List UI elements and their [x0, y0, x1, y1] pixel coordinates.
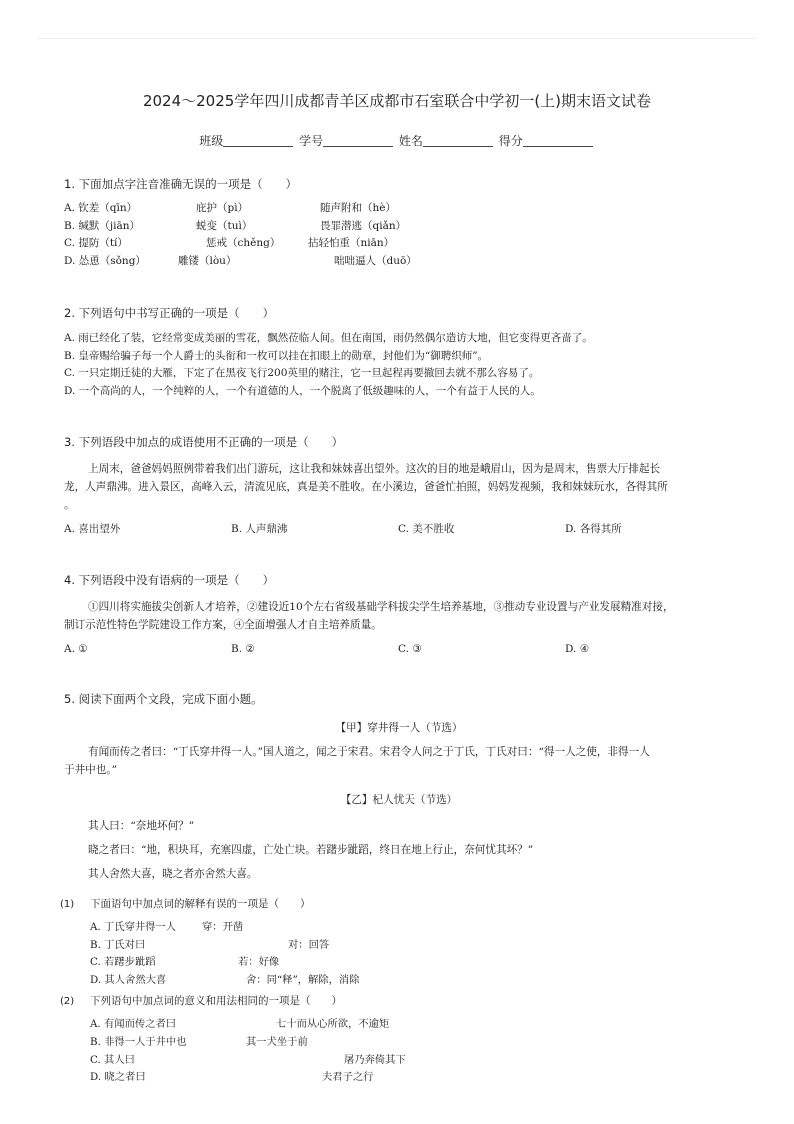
- passage-jia: [64, 743, 734, 779]
- sub1-option-d[interactable]: [60, 972, 734, 990]
- class-blank[interactable]: [223, 134, 293, 147]
- jia-line-1: 有闻而传之者曰：“丁氏穿井得一人。”国人道之，闻之于宋君。宋君令人问之于丁氏，丁氏对曰：“得一人之使，非得一人: [88, 746, 650, 758]
- question-4-choices: [64, 640, 734, 658]
- sub1-option-c[interactable]: [60, 954, 734, 972]
- q3-option-d[interactable]: D. 各得其所: [565, 523, 622, 535]
- id-blank[interactable]: [323, 134, 393, 147]
- q1-c-3: 拈轻怕重（niān）: [308, 237, 395, 249]
- sub2-a-compare: 七十而从心所欲，不逾矩: [276, 1018, 390, 1031]
- sub1-a-sentence: A. 丁氏穿井得一人: [90, 921, 177, 933]
- q1-option-c[interactable]: [64, 235, 734, 253]
- sub2-d-sentence: D. 晓之者曰: [90, 1071, 146, 1084]
- q4-passage-line-1: ①四川将实施拔尖创新人才培养，②建设近10个左右省级基础学科拔尖学生培养基地，③推动专业设置与产业发展精准对接，: [88, 601, 674, 613]
- question-5: [60, 691, 734, 1087]
- question-2: [64, 305, 734, 400]
- question-3: [64, 434, 734, 538]
- question-4-passage: [64, 598, 734, 634]
- yi-line-2: 晓之者曰：“地，积块耳，充塞四虚，亡处亡块。若躇步跐蹈，终日在地上行止，奈何忧其坏？”: [88, 844, 534, 856]
- q4-option-d[interactable]: D. ④: [565, 643, 590, 655]
- sub-question-1: [60, 895, 734, 989]
- q4-option-b[interactable]: B. ②: [231, 643, 255, 655]
- q1-option-b[interactable]: [64, 218, 734, 236]
- sub2-option-d[interactable]: [60, 1069, 734, 1087]
- q1-c-2: 惩戒（chěng）: [206, 237, 281, 249]
- q3-option-a[interactable]: A. 喜出望外: [64, 523, 121, 535]
- question-3-choices: [64, 520, 734, 538]
- q1-d-2: 雕镂（lòu）: [178, 254, 237, 267]
- sub2-b-sentence: B. 非得一人于井中也: [90, 1035, 187, 1048]
- jia-line-2: 于井中也。”: [64, 764, 118, 776]
- page-title: 2024～2025学年四川成都青羊区成都市石室联合中学初一(上)期末语文试卷: [142, 92, 652, 110]
- q1-b-1: B. 缄默（jiān）: [64, 219, 141, 232]
- sub2-d-compare: 夫君子之行: [322, 1071, 374, 1084]
- q1-option-d[interactable]: [64, 253, 734, 271]
- q4-option-c[interactable]: C. ③: [398, 643, 422, 655]
- passage-jia-title: 【甲】穿井得一人（节选）: [335, 722, 463, 734]
- question-1: [64, 176, 734, 270]
- sub1-a-gloss: 穿：开凿: [202, 921, 244, 933]
- sub2-option-c[interactable]: [60, 1052, 734, 1070]
- q2-option-c[interactable]: C. 一只定期迁徒的大雁，下定了在黑夜飞行200英里的赌注，它一旦起程再要撤回去就不那么容易了。: [64, 367, 540, 380]
- name-label: 姓名: [398, 134, 423, 148]
- q1-b-2: 蜕变（tuì）: [196, 219, 253, 232]
- sub2-option-a[interactable]: [60, 1016, 734, 1034]
- question-3-head: 3. 下列语段中加点的成语使用不正确的一项是（ ）: [64, 435, 344, 449]
- q1-option-a[interactable]: [64, 200, 734, 218]
- sub-question-1-text: 下面语句中加点词的解释有误的一项是（ ）: [90, 898, 311, 910]
- sub-question-2: [60, 992, 734, 1086]
- q3-option-b[interactable]: B. 人声鼎沸: [231, 523, 288, 535]
- q1-a-2: 庇护（pì）: [196, 202, 249, 214]
- question-3-passage: [64, 460, 734, 514]
- question-5-head: 5. 阅读下面两个文段，完成下面小题。: [64, 692, 263, 706]
- sub-question-2-number: (2): [60, 996, 75, 1008]
- sub1-b-gloss: 对：回答: [288, 938, 330, 951]
- q1-b-3: 畏罪潜逃（qiǎn）: [320, 219, 407, 232]
- q2-option-b[interactable]: B. 皇帝赐给骗子每一个人爵士的头衔和一枚可以挂在扣眼上的勋章，封他们为“御聘织师”。: [64, 349, 489, 362]
- sub1-b-sentence: B. 丁氏对曰: [90, 938, 146, 951]
- sub1-d-gloss: 舍：同“释”，解除，消除: [246, 973, 360, 986]
- sub1-c-gloss: 若：好像: [238, 956, 280, 969]
- sub1-d-sentence: D. 其人舍然大喜: [90, 973, 167, 986]
- q1-d-1: D. 怂恿（sǒng）: [64, 254, 146, 267]
- name-blank[interactable]: [423, 134, 493, 147]
- sub2-option-b[interactable]: [60, 1034, 734, 1052]
- q4-passage-line-2: 制订示范性特色学院建设工作方案，④全面增强人才自主培养质量。: [64, 619, 382, 631]
- q3-option-c[interactable]: C. 美不胜收: [398, 523, 455, 535]
- question-1-head: 1. 下面加点字注音准确无误的一项是（ ）: [64, 177, 298, 191]
- q2-option-a[interactable]: A. 雨已经化了装，它经常变成美丽的雪花，飘然莅临人间。但在南国，雨仍然偶尔造访大地，但它变得更吝啬了。: [64, 332, 593, 344]
- yi-line-3: 其人舍然大喜，晓之者亦舍然大喜。: [88, 868, 258, 880]
- passage-yi-title: 【乙】杞人忧天（节选）: [340, 794, 458, 806]
- question-2-head: 2. 下列语句中书写正确的一项是（ ）: [64, 306, 275, 320]
- sub2-c-compare: 屠乃奔倚其下: [344, 1053, 406, 1066]
- header-divider: [38, 38, 756, 39]
- sub-question-1-number: (1): [60, 899, 75, 910]
- q1-a-3: 随声附和（hè）: [320, 202, 396, 214]
- question-4: [64, 572, 734, 658]
- sub1-option-b[interactable]: [60, 937, 734, 955]
- yi-line-1: 其人曰：“奈地坏何？”: [88, 820, 195, 832]
- q3-passage-line-1: 上周末，爸爸妈妈照例带着我们出门游玩，这让我和妹妹喜出望外。这次的目的地是峨眉山，因为是周末，售票大厅排起长: [88, 463, 661, 475]
- question-4-head: 4. 下列语段中没有语病的一项是（ ）: [64, 573, 275, 587]
- q3-passage-line-3: 。: [64, 499, 75, 511]
- q4-option-a[interactable]: A. ①: [64, 643, 88, 655]
- q2-option-d[interactable]: D. 一个高尚的人，一个纯粹的人，一个有道德的人，一个脱离了低级趣味的人，一个有益于人民的人。: [64, 384, 541, 397]
- question-1-options: [64, 200, 734, 270]
- sub2-a-sentence: A. 有闻而传之者曰: [90, 1018, 177, 1031]
- student-info-row: [0, 132, 794, 149]
- q1-a-1: A. 钦差（qīn）: [64, 202, 138, 214]
- score-blank[interactable]: [523, 134, 593, 147]
- sub1-c-sentence: C. 若躇步跐蹈: [90, 956, 156, 969]
- score-label: 得分: [498, 134, 523, 148]
- q3-passage-line-2: 龙，人声鼎沸。进入景区，高峰入云，清流见底，真是美不胜收。在小溪边，爸爸忙拍照，妈妈发视频，我和妹妹玩水，各得其所: [64, 481, 668, 493]
- id-label: 学号: [299, 134, 324, 148]
- sub1-option-a[interactable]: [60, 919, 734, 937]
- q1-d-3: 咄咄逼人（duō）: [334, 254, 417, 267]
- sub-question-2-text: 下列语句中加点词的意义和用法相同的一项是（ ）: [90, 995, 342, 1008]
- q1-c-1: C. 提防（tí）: [64, 237, 128, 249]
- class-label: 班级: [199, 134, 224, 148]
- passage-yi: [64, 817, 734, 883]
- sub2-b-compare: 其一犬坐于前: [246, 1035, 308, 1048]
- sub2-c-sentence: C. 其人曰: [90, 1053, 135, 1066]
